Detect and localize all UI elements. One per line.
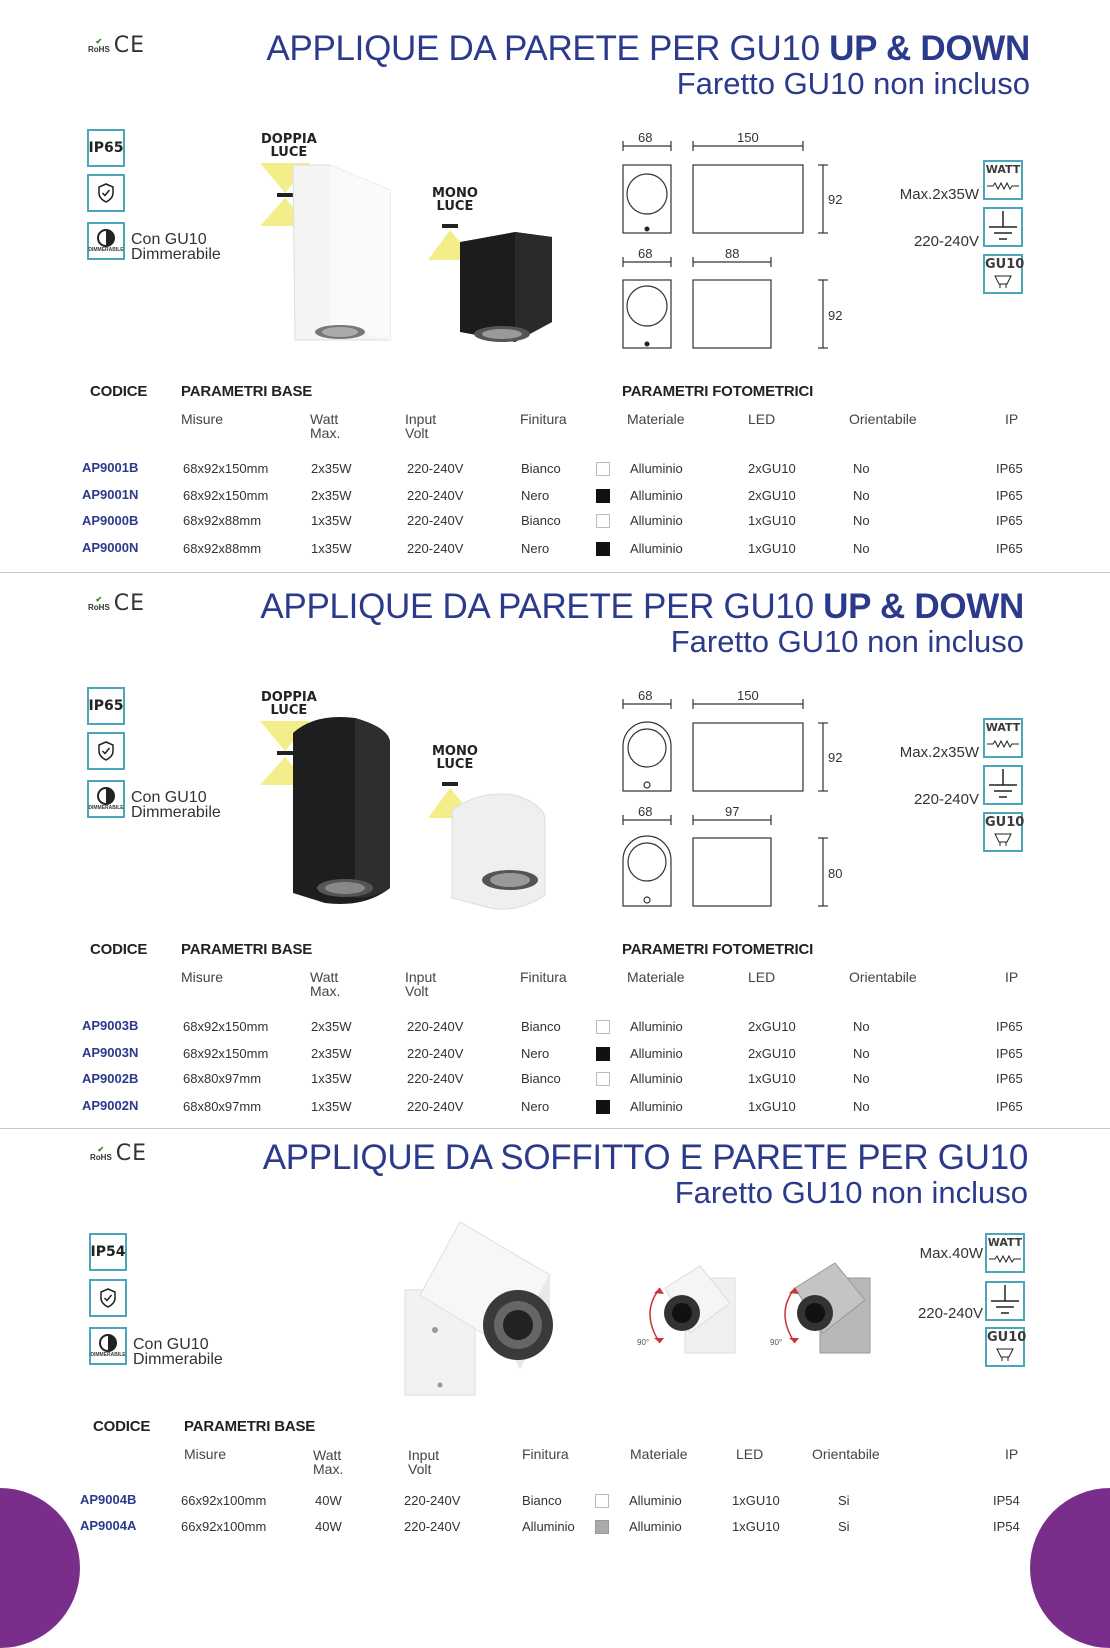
section-subtitle: Faretto GU10 non incluso <box>676 66 1030 101</box>
row-code: AP9000B <box>82 513 139 528</box>
row-led: 1xGU10 <box>732 1519 780 1534</box>
row-finitura: Bianco <box>522 1493 562 1508</box>
row-watt: 1x35W <box>311 541 352 556</box>
color-swatch-black <box>596 1047 610 1061</box>
dimmable-badge-text: DIMMERABILE <box>88 247 124 253</box>
row-orient: No <box>853 541 870 556</box>
row-misure: 68x92x150mm <box>183 461 269 476</box>
row-watt: 2x35W <box>311 1046 352 1061</box>
angle-label-2: 90° <box>770 1338 783 1347</box>
hdr-codice: CODICE <box>90 383 148 400</box>
rohs-icon: ✔ RoHS <box>88 594 110 612</box>
gu10-text: GU10 <box>985 815 1025 830</box>
row-orient: Si <box>838 1493 850 1508</box>
col-orientabile: Orientabile <box>849 969 917 985</box>
doppia-text: DOPPIA <box>261 690 317 705</box>
row-led: 1xGU10 <box>748 1071 796 1086</box>
col-ip: IP <box>1005 411 1019 427</box>
section-subtitle: Faretto GU10 non incluso <box>670 624 1024 659</box>
row-watt: 1x35W <box>311 1099 352 1114</box>
row-volt: 220-240V <box>407 1071 464 1086</box>
luce-text-2: LUCE <box>436 757 474 772</box>
mono-text: MONO <box>432 744 478 759</box>
dimmable-badge-text: DIMMERABILE <box>88 805 124 811</box>
row-misure: 68x92x150mm <box>183 1046 269 1061</box>
doppia-text: DOPPIA <box>261 132 317 147</box>
gu10-icon <box>983 812 1023 852</box>
dimm-line2: Dimmerabile <box>131 804 221 821</box>
col-led: LED <box>748 411 776 427</box>
row-ip: IP54 <box>993 1519 1020 1534</box>
luce-text: LUCE <box>270 703 308 718</box>
dim-top-w1: 68 <box>638 688 653 703</box>
row-watt: 40W <box>315 1493 342 1508</box>
dim-bottom-w1: 68 <box>638 246 653 261</box>
col-input <box>405 970 436 998</box>
row-watt: 1x35W <box>311 1071 352 1086</box>
col-materiale: Materiale <box>627 969 685 985</box>
row-orient: Si <box>838 1519 850 1534</box>
max-watt: Max.2x35W <box>899 744 979 761</box>
row-finitura: Nero <box>521 541 550 556</box>
row-misure: 68x92x88mm <box>183 541 262 556</box>
row-code: AP9004A <box>80 1518 137 1533</box>
ce-mark: CE <box>113 33 146 58</box>
row-ip: IP65 <box>996 1019 1023 1034</box>
dim-bottom-h: 80 <box>828 866 843 881</box>
color-swatch-white <box>596 462 610 476</box>
col-watt <box>310 970 340 998</box>
row-watt: 2x35W <box>311 488 352 503</box>
color-swatch-white <box>595 1494 609 1508</box>
col-watt-1: Watt <box>313 1447 342 1463</box>
product-section-1 <box>0 0 1110 572</box>
row-volt: 220-240V <box>407 541 464 556</box>
dimmable-icon <box>87 222 125 260</box>
color-swatch-aluminium <box>595 1520 609 1534</box>
col-input <box>405 412 436 440</box>
row-materiale: Alluminio <box>630 1046 683 1061</box>
color-swatch-black <box>596 542 610 556</box>
hdr-base: PARAMETRI BASE <box>181 941 313 958</box>
max-watt: Max.2x35W <box>899 186 979 203</box>
color-swatch-black <box>596 489 610 503</box>
row-code: AP9001B <box>82 460 139 475</box>
row-materiale: Alluminio <box>629 1519 682 1534</box>
row-watt: 2x35W <box>311 461 352 476</box>
product-image-single-white <box>420 780 560 915</box>
dimmable-label <box>133 1337 223 1367</box>
ce-mark: CE <box>113 591 146 616</box>
row-orient: No <box>853 461 870 476</box>
certifications <box>90 1141 147 1166</box>
col-input-2: Volt <box>405 983 429 999</box>
dim-bottom-w2: 88 <box>725 246 740 261</box>
product-image-single-black <box>420 222 560 347</box>
doppia-luce-label <box>261 133 317 159</box>
dimmable-label <box>131 790 221 820</box>
col-input <box>408 1448 439 1476</box>
row-code: AP9002B <box>82 1071 139 1086</box>
col-watt-1: Watt <box>310 411 339 427</box>
row-ip: IP65 <box>996 541 1023 556</box>
product-image-double-black <box>255 713 395 908</box>
hdr-codice: CODICE <box>90 941 148 958</box>
row-volt: 220-240V <box>407 1046 464 1061</box>
row-finitura: Nero <box>521 1046 550 1061</box>
dimm-line2: Dimmerabile <box>131 246 221 263</box>
dim-top-h: 92 <box>828 750 843 765</box>
row-volt: 220-240V <box>404 1519 461 1534</box>
section-subtitle: Faretto GU10 non incluso <box>674 1175 1028 1210</box>
row-orient: No <box>853 488 870 503</box>
gu10-text: GU10 <box>987 1330 1027 1345</box>
dimm-line1: Con GU10 <box>131 789 207 806</box>
ground-icon <box>985 1281 1025 1321</box>
hdr-base: PARAMETRI BASE <box>181 383 313 400</box>
title-bold: UP & DOWN <box>829 29 1030 68</box>
gu10-icon <box>985 1327 1025 1367</box>
row-ip: IP65 <box>996 488 1023 503</box>
luce-text-2: LUCE <box>436 199 474 214</box>
row-materiale: Alluminio <box>630 513 683 528</box>
row-orient: No <box>853 513 870 528</box>
col-ip: IP <box>1005 1446 1019 1462</box>
row-finitura: Bianco <box>521 513 561 528</box>
hdr-base: PARAMETRI BASE <box>184 1418 316 1435</box>
row-led: 1xGU10 <box>732 1493 780 1508</box>
dim-top-w2: 150 <box>737 130 759 145</box>
row-ip: IP65 <box>996 1046 1023 1061</box>
dimmable-label <box>131 232 221 262</box>
row-orient: No <box>853 1046 870 1061</box>
gu10-text: GU10 <box>985 257 1025 272</box>
col-input-1: Input <box>408 1447 440 1463</box>
ip-badge: IP54 <box>89 1233 127 1271</box>
hdr-foto: PARAMETRI FOTOMETRICI <box>622 941 814 958</box>
voltage: 220-240V <box>913 791 979 808</box>
row-materiale: Alluminio <box>630 1019 683 1034</box>
row-finitura: Nero <box>521 1099 550 1114</box>
row-watt: 1x35W <box>311 513 352 528</box>
safety-icon <box>87 732 125 770</box>
color-swatch-black <box>596 1100 610 1114</box>
certifications <box>88 591 145 616</box>
section-title: APPLIQUE DA SOFFITTO E PARETE PER GU10 <box>262 1138 1028 1177</box>
col-input-1: Input <box>405 969 437 985</box>
gu10-icon <box>983 254 1023 294</box>
watt-text: WATT <box>985 163 1021 176</box>
col-watt-2: Max. <box>310 425 341 441</box>
ip-badge: IP65 <box>87 687 125 725</box>
max-watt: Max.40W <box>919 1245 983 1262</box>
safety-icon <box>89 1279 127 1317</box>
watt-icon <box>983 160 1023 200</box>
row-materiale: Alluminio <box>630 541 683 556</box>
row-materiale: Alluminio <box>630 1071 683 1086</box>
row-materiale: Alluminio <box>630 488 683 503</box>
section-title <box>266 30 1030 67</box>
col-finitura: Finitura <box>520 969 567 985</box>
row-finitura: Alluminio <box>522 1519 575 1534</box>
col-watt-1: Watt <box>310 969 339 985</box>
row-ip: IP65 <box>996 1099 1023 1114</box>
row-code: AP9004B <box>80 1492 137 1507</box>
row-finitura: Bianco <box>521 461 561 476</box>
dimmable-icon <box>87 780 125 818</box>
row-watt: 40W <box>315 1519 342 1534</box>
title-bold: UP & DOWN <box>823 587 1024 626</box>
hdr-foto: PARAMETRI FOTOMETRICI <box>622 383 814 400</box>
ip-badge: IP65 <box>87 129 125 167</box>
row-led: 1xGU10 <box>748 513 796 528</box>
row-led: 1xGU10 <box>748 541 796 556</box>
row-led: 1xGU10 <box>748 1099 796 1114</box>
col-misure: Misure <box>181 411 224 427</box>
dimm-line1: Con GU10 <box>133 1336 209 1353</box>
row-misure: 68x80x97mm <box>183 1099 262 1114</box>
watt-icon <box>985 1233 1025 1273</box>
row-orient: No <box>853 1099 870 1114</box>
col-watt-2: Max. <box>310 983 341 999</box>
row-materiale: Alluminio <box>630 1099 683 1114</box>
col-orientabile: Orientabile <box>849 411 917 427</box>
col-finitura: Finitura <box>522 1446 569 1462</box>
col-input-1: Input <box>405 411 437 427</box>
row-finitura: Nero <box>521 488 550 503</box>
col-input-2: Volt <box>405 425 429 441</box>
col-led: LED <box>748 969 776 985</box>
color-swatch-white <box>596 514 610 528</box>
title-main: APPLIQUE DA PARETE PER GU10 <box>260 587 824 626</box>
row-code: AP9000N <box>82 540 139 555</box>
dim-bottom-w1: 68 <box>638 804 653 819</box>
technical-drawing <box>615 128 855 358</box>
row-volt: 220-240V <box>407 1019 464 1034</box>
watt-icon <box>983 718 1023 758</box>
rohs-icon: ✔ RoHS <box>88 36 110 54</box>
row-finitura: Bianco <box>521 1071 561 1086</box>
dimm-line2: Dimmerabile <box>133 1351 223 1368</box>
row-misure: 66x92x100mm <box>181 1493 267 1508</box>
safety-icon <box>87 174 125 212</box>
row-volt: 220-240V <box>407 513 464 528</box>
row-led: 2xGU10 <box>748 1019 796 1034</box>
row-code: AP9003N <box>82 1045 139 1060</box>
row-orient: No <box>853 1019 870 1034</box>
row-led: 2xGU10 <box>748 1046 796 1061</box>
product-image-ceiling-white <box>400 1220 560 1400</box>
row-led: 2xGU10 <box>748 488 796 503</box>
row-misure: 68x80x97mm <box>183 1071 262 1086</box>
col-materiale: Materiale <box>627 411 685 427</box>
dimmable-icon <box>89 1327 127 1365</box>
row-volt: 220-240V <box>407 488 464 503</box>
col-materiale: Materiale <box>630 1446 688 1462</box>
hdr-codice: CODICE <box>93 1418 151 1435</box>
product-section-3 <box>0 1128 1110 1570</box>
mono-luce-label <box>432 745 478 771</box>
row-ip: IP54 <box>993 1493 1020 1508</box>
color-swatch-white <box>596 1020 610 1034</box>
luce-text: LUCE <box>270 145 308 160</box>
voltage: 220-240V <box>913 233 979 250</box>
section-title <box>260 588 1024 625</box>
watt-text: WATT <box>987 1236 1023 1249</box>
row-code: AP9001N <box>82 487 139 502</box>
row-ip: IP65 <box>996 461 1023 476</box>
row-watt: 2x35W <box>311 1019 352 1034</box>
row-volt: 220-240V <box>404 1493 461 1508</box>
row-misure: 68x92x88mm <box>183 513 262 528</box>
product-section-2 <box>0 558 1110 1130</box>
ground-icon <box>983 207 1023 247</box>
col-misure: Misure <box>181 969 224 985</box>
col-watt-2: Max. <box>313 1461 344 1477</box>
color-swatch-white <box>596 1072 610 1086</box>
row-orient: No <box>853 1071 870 1086</box>
col-finitura: Finitura <box>520 411 567 427</box>
row-led: 2xGU10 <box>748 461 796 476</box>
ce-mark: CE <box>115 1141 148 1166</box>
dim-top-w1: 68 <box>638 130 653 145</box>
col-watt <box>310 412 340 440</box>
row-materiale: Alluminio <box>630 461 683 476</box>
row-finitura: Bianco <box>521 1019 561 1034</box>
col-input-2: Volt <box>408 1461 432 1477</box>
col-ip: IP <box>1005 969 1019 985</box>
col-orientabile: Orientabile <box>812 1446 880 1462</box>
dimm-line1: Con GU10 <box>131 231 207 248</box>
row-volt: 220-240V <box>407 1099 464 1114</box>
mono-luce-label <box>432 187 478 213</box>
rohs-icon: ✔ RoHS <box>90 1144 112 1162</box>
dim-top-w2: 150 <box>737 688 759 703</box>
row-misure: 68x92x150mm <box>183 1019 269 1034</box>
dim-top-h: 92 <box>828 192 843 207</box>
dimmable-badge-text: DIMMERABILE <box>90 1352 126 1358</box>
angle-label: 90° <box>637 1338 650 1347</box>
row-materiale: Alluminio <box>629 1493 682 1508</box>
row-misure: 68x92x150mm <box>183 488 269 503</box>
voltage: 220-240V <box>917 1305 983 1322</box>
row-ip: IP65 <box>996 513 1023 528</box>
col-misure: Misure <box>184 1446 227 1462</box>
mono-text: MONO <box>432 186 478 201</box>
row-ip: IP65 <box>996 1071 1023 1086</box>
col-watt <box>313 1448 343 1476</box>
product-image-double-white <box>255 160 395 350</box>
row-misure: 66x92x100mm <box>181 1519 267 1534</box>
title-main: APPLIQUE DA PARETE PER GU10 <box>266 29 830 68</box>
row-volt: 220-240V <box>407 461 464 476</box>
dim-bottom-w2: 97 <box>725 804 740 819</box>
col-led: LED <box>736 1446 764 1462</box>
technical-drawing <box>615 686 855 916</box>
certifications <box>88 33 145 58</box>
ground-icon <box>983 765 1023 805</box>
row-code: AP9002N <box>82 1098 139 1113</box>
dim-bottom-h: 92 <box>828 308 843 323</box>
row-code: AP9003B <box>82 1018 139 1033</box>
watt-text: WATT <box>985 721 1021 734</box>
